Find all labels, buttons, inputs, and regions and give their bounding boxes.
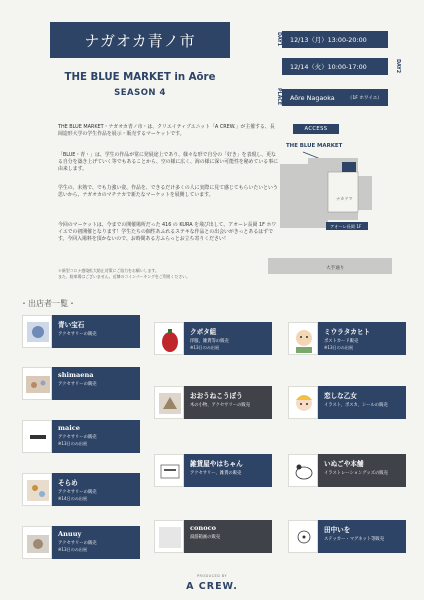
place-tag: PLACE: [276, 88, 281, 106]
exhibitor-desc: アクセサリーの販売: [58, 382, 97, 387]
day1-box: [282, 31, 388, 48]
exhibitor-name: conoco: [190, 524, 217, 532]
exhibitor-note: ※13日のみ出展: [324, 345, 354, 350]
exhibitor-note: ※13日のみ出展: [190, 345, 220, 350]
exhibitor-card-koishina-otome: [288, 386, 406, 419]
exhibitor-photo: [154, 520, 184, 553]
exhibitor-name: そらめ: [58, 479, 78, 487]
exhibitor-photo: [154, 322, 184, 355]
exhibitor-desc: アクセサリーの販売: [58, 490, 97, 495]
access-map: [268, 150, 392, 282]
map-nakadoma-area: [328, 172, 358, 212]
exhibitor-card-ooune-koubou: [154, 386, 272, 419]
day2-box: [282, 58, 388, 75]
exhibitor-illustration: [288, 386, 318, 419]
exhibitor-name: おおうねこうぼう: [190, 392, 243, 400]
exhibitor-name: クボタ組: [190, 328, 217, 336]
exhibitor-card-aoi-hoseki: [22, 315, 140, 348]
exhibitor-desc: ステッカー・マグネット等販売: [324, 537, 385, 542]
exhibitor-name: shimaena: [58, 371, 94, 379]
map-nakadoma-label: ナカドマ: [336, 196, 353, 201]
exhibitor-card-kubota-gumi: [154, 322, 272, 355]
market-location-marker: [342, 162, 356, 172]
exhibitor-card-maice: [22, 420, 140, 453]
exhibitors-heading: ・出店者一覧・: [20, 299, 76, 308]
exhibitor-desc: ポストカード販売: [324, 339, 359, 344]
exhibitor-photo: [154, 386, 184, 419]
map-title: THE BLUE MARKET: [286, 143, 343, 149]
exhibitor-card-inugoya-honpo: [288, 454, 406, 487]
event-title-ja: ナガオカ青ノ市: [84, 31, 196, 50]
exhibitor-logo: [22, 420, 52, 453]
day1-tag: DAY1: [276, 32, 281, 47]
map-building-label: アオーレ長岡 1F: [330, 224, 362, 229]
exhibitor-desc: イラスト、ポスカ、シールの販売: [324, 403, 388, 408]
exhibitor-desc: アクセサリーの販売: [58, 541, 97, 546]
exhibitor-desc: アクセサリーの販売: [58, 332, 97, 337]
exhibitor-name: ミウラタカヒト: [324, 328, 371, 336]
exhibitor-photo: [22, 526, 52, 559]
place-note: （1F ホワイエ）: [347, 95, 382, 101]
organizer-logo: A CREW.: [186, 581, 238, 592]
intro-paragraph-2: 「BLUE・青・」は、学生の作品が常に発展途上であり、様々な形で自分の「好き」を表現し、更なる自分を築き上げていく等でもあることから、空の様に広く、海の様に深い可能性を秘めている事に由来します。: [58, 152, 278, 173]
event-title-en: THE BLUE MARKET in Aōre: [64, 72, 216, 83]
day1-text: 12/13（月）13:00-20:00: [290, 36, 367, 44]
exhibitor-photo: [22, 473, 52, 506]
notes: [58, 268, 288, 280]
exhibitor-desc: イラストレーショングッズの販売: [324, 471, 388, 476]
exhibitor-card-shimaena: [22, 367, 140, 400]
day2-tag: DAY2: [395, 59, 400, 74]
exhibitor-photo: [22, 367, 52, 400]
exhibitor-desc: 湯游箱画の販売: [190, 535, 221, 540]
exhibitor-name: 恋しな乙女: [324, 392, 357, 400]
intro-paragraph-4: 今回のマーケットは、今までの開催場所だった 416 の KURA を飛び出して、アオーレ長岡 1F ホワイエでの初開催となります！学生たちの個性あふれるステキな作品との出会いがきっとあるはずです。今回入場料を頂かないので、お時間ある方ふらっとお立ち寄りください！: [58, 222, 277, 243]
exhibitor-desc: 洋服、雑貨等の販売: [190, 339, 229, 344]
note-covid: ＊新型コロナ感染拡大防止対策にご協力をお願いします。: [58, 268, 159, 273]
exhibitor-note: ※13日のみ出展: [58, 441, 88, 446]
exhibitor-illustration: [288, 454, 318, 487]
access-label: ACCESS: [293, 124, 339, 134]
exhibitor-note: ※14日のみ出展: [58, 496, 88, 501]
season-label: SEASON 4: [114, 88, 166, 98]
exhibitor-card-sorame: [22, 473, 140, 506]
map-street-label: 大手通り: [326, 266, 345, 271]
exhibitor-card-miura-takahito: [288, 322, 406, 355]
exhibitor-name: 雑貨屋やはちゃん: [190, 460, 243, 468]
exhibitor-desc: 木の小物、アクセサリーの販売: [190, 403, 251, 408]
exhibitor-name: いぬごや本舗: [324, 460, 364, 468]
intro-paragraph-1: THE BLUE MARKET・ナガオカ青ノ市・は、クリエイティブユニット「A CREW.」が主催する、長岡造形大学の学生作品を展示・販売するマーケットです。: [58, 124, 275, 138]
event-title-box: [50, 22, 230, 58]
exhibitor-name: maice: [58, 424, 80, 432]
exhibitor-photo: [22, 315, 52, 348]
exhibitor-desc: アクセサリーの販売: [58, 435, 97, 440]
exhibitor-name: 田中いを: [324, 526, 351, 534]
produced-by-label: PRODUCED BY: [196, 574, 228, 578]
exhibitor-note: ※13日のみ出展: [58, 547, 88, 552]
place-box: [282, 89, 388, 106]
exhibitor-card-tanaka-iwo: [288, 520, 406, 553]
day2-text: 12/14（火）10:00-17:00: [290, 63, 367, 71]
exhibitor-illustration: [288, 322, 318, 355]
exhibitor-logo: [154, 454, 184, 487]
intro-paragraph-3: 学生の、未熟で、でも力強い姿、作品を、できるだけ多くの人に実際に見て感じてもらいたいという思いから、ナガオカのマチナカで新たなマーケットを展開しています。: [58, 185, 278, 199]
exhibitor-logo: [288, 520, 318, 553]
note-parking: また、駐車場はございません。近隣のコインパーキングをご利用ください。: [58, 274, 191, 279]
exhibitor-card-conoco: [154, 520, 272, 553]
exhibitor-card-zakkaya-yahachan: [154, 454, 272, 487]
place-text: Aōre Nagaoka: [290, 93, 335, 102]
exhibitor-name: 青い宝石: [58, 321, 85, 329]
exhibitor-desc: アクセサリー、雑貨の販売: [190, 471, 242, 476]
exhibitor-name: Anuuy: [58, 530, 82, 538]
exhibitor-card-anuuy: [22, 526, 140, 559]
